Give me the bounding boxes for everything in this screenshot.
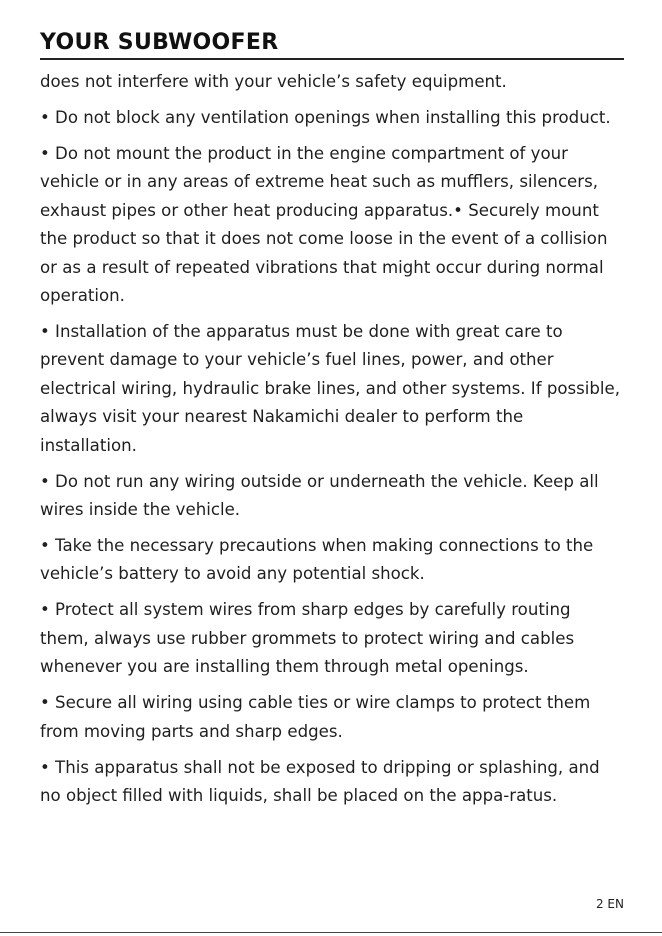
- bottom-rule: [0, 932, 662, 933]
- paragraph-installation-care: • Installation of the apparatus must be done with great care to prevent damage to your vehicle’s fuel lines, power, and other electrical wiring, hydraulic brake lines, and other systems. If possible, always visit your nearest Nakamichi dealer to perform the installation.: [40, 322, 621, 455]
- page-number: 2 EN: [595, 897, 624, 911]
- paragraph-continuation: does not interfere with your vehicle’s safety equipment.: [40, 72, 507, 91]
- paragraph-protect-wires: • Protect all system wires from sharp edges by carefully routing them, always use rubber grommets to protect wiring and cables whenever you are installing them through metal openings.: [40, 600, 575, 677]
- body-text: [40, 68, 624, 818]
- header-rule: [40, 58, 624, 60]
- page-title: YOUR SUBWOOFER: [40, 30, 279, 55]
- paragraph-battery-precautions: • Take the necessary precautions when making connections to the vehicle’s battery to avoid any potential shock.: [40, 536, 594, 584]
- page-header: [40, 28, 624, 60]
- paragraph-dripping-splashing: • This apparatus shall not be exposed to dripping or splashing, and no object filled with liquids, shall be placed on the appa-ratus.: [40, 757, 600, 806]
- paragraph-ventilation: • Do not block any ventilation openings when installing this product.: [40, 108, 611, 127]
- paragraph-wiring-inside: • Do not run any wiring outside or underneath the vehicle. Keep all wires inside the vehicle.: [40, 471, 599, 520]
- paragraph-engine-compartment: • Do not mount the product in the engine compartment of your vehicle or in any areas of extreme heat such as mufflers, silencers, exhaust pipes or other heat producing apparatus.• Securely mount the product so that it does not come loose in the event of a collision or as a result of repeated vibrations that might occur during normal operation.: [40, 144, 608, 306]
- paragraph-secure-wiring: • Secure all wiring using cable ties or wire clamps to protect them from moving parts and sharp edges.: [40, 693, 591, 741]
